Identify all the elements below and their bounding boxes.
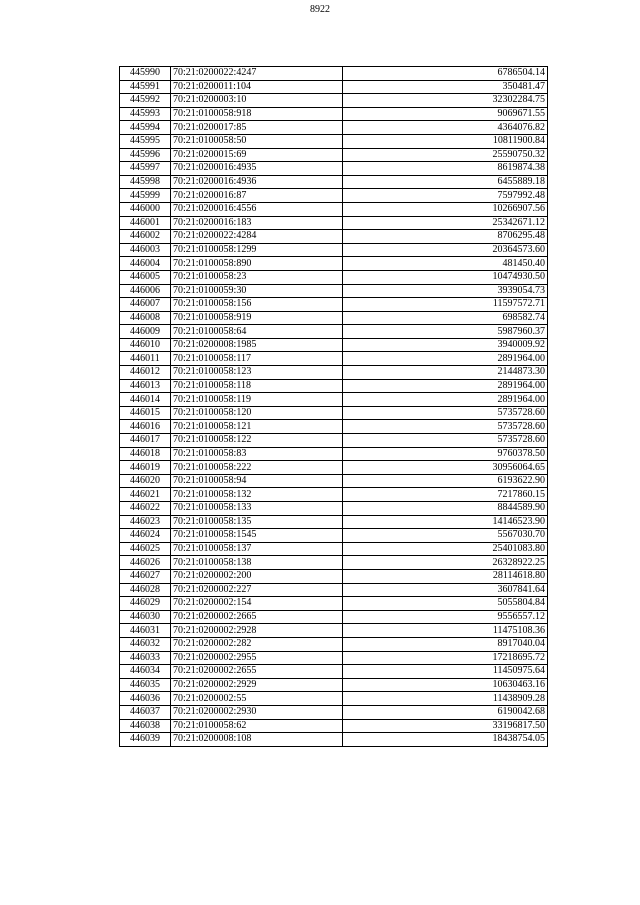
cadastral-number-cell: 70:21:0100059:30 [171, 284, 343, 298]
row-number-cell: 445996 [120, 148, 171, 162]
cadastral-value-cell: 698582.74 [343, 311, 548, 325]
cadastral-value-cell: 10811900.84 [343, 134, 548, 148]
cadastral-value-cell: 25401083.80 [343, 542, 548, 556]
table-row [120, 257, 548, 271]
row-number-cell: 446038 [120, 719, 171, 733]
cadastral-number-cell: 70:21:0200016:4936 [171, 175, 343, 189]
row-number-cell: 446019 [120, 461, 171, 475]
cadastral-value-cell: 30956064.65 [343, 461, 548, 475]
cadastral-number-cell: 70:21:0200016:183 [171, 216, 343, 230]
cadastral-number-cell: 70:21:0200002:2930 [171, 705, 343, 719]
row-number-cell: 446037 [120, 705, 171, 719]
cadastral-value-cell: 4364076.82 [343, 121, 548, 135]
cadastral-value-cell: 8844589.90 [343, 502, 548, 516]
cadastral-value-cell: 3939054.73 [343, 284, 548, 298]
cadastral-value-cell: 5567030.70 [343, 529, 548, 543]
row-number-cell: 445991 [120, 80, 171, 94]
cadastral-number-cell: 70:21:0200002:227 [171, 583, 343, 597]
cadastral-value-cell: 17218695.72 [343, 651, 548, 665]
cadastral-number-cell: 70:21:0100058:135 [171, 515, 343, 529]
row-number-cell: 446013 [120, 379, 171, 393]
cadastral-number-cell: 70:21:0100058:64 [171, 325, 343, 339]
cadastral-value-cell: 7597992.48 [343, 189, 548, 203]
table-row [120, 94, 548, 108]
row-number-cell: 446032 [120, 637, 171, 651]
cadastral-number-cell: 70:21:0100058:137 [171, 542, 343, 556]
cadastral-value-cell: 481450.40 [343, 257, 548, 271]
cadastral-value-cell: 5735728.60 [343, 420, 548, 434]
cadastral-number-cell: 70:21:0200016:4935 [171, 162, 343, 176]
cadastral-number-cell: 70:21:0200002:200 [171, 569, 343, 583]
cadastral-number-cell: 70:21:0100058:50 [171, 134, 343, 148]
cadastral-number-cell: 70:21:0200008:108 [171, 733, 343, 747]
cadastral-number-cell: 70:21:0100058:222 [171, 461, 343, 475]
row-number-cell: 446025 [120, 542, 171, 556]
row-number-cell: 445999 [120, 189, 171, 203]
cadastral-value-cell: 9069671.55 [343, 107, 548, 121]
cadastral-number-cell: 70:21:0100058:156 [171, 298, 343, 312]
table-row [120, 637, 548, 651]
table-row [120, 175, 548, 189]
cadastral-value-cell: 10630463.16 [343, 678, 548, 692]
row-number-cell: 446023 [120, 515, 171, 529]
cadastral-number-cell: 70:21:0200016:4556 [171, 202, 343, 216]
cadastral-value-cell: 8619874.38 [343, 162, 548, 176]
cadastral-value-cell: 5055804.84 [343, 597, 548, 611]
row-number-cell: 446020 [120, 474, 171, 488]
cadastral-value-cell: 20364573.60 [343, 243, 548, 257]
row-number-cell: 446024 [120, 529, 171, 543]
row-number-cell: 446029 [120, 597, 171, 611]
table-row [120, 80, 548, 94]
table-row [120, 678, 548, 692]
cadastral-number-cell: 70:21:0100058:138 [171, 556, 343, 570]
row-number-cell: 446000 [120, 202, 171, 216]
table-row [120, 434, 548, 448]
cadastral-value-cell: 28114618.80 [343, 569, 548, 583]
row-number-cell: 446006 [120, 284, 171, 298]
table-row [120, 189, 548, 203]
row-number-cell: 446003 [120, 243, 171, 257]
cadastral-value-cell: 2144873.30 [343, 366, 548, 380]
cadastral-number-cell: 70:21:0200002:282 [171, 637, 343, 651]
row-number-cell: 446031 [120, 624, 171, 638]
table-row [120, 651, 548, 665]
table-row [120, 665, 548, 679]
row-number-cell: 446004 [120, 257, 171, 271]
table-row [120, 515, 548, 529]
row-number-cell: 446005 [120, 270, 171, 284]
cadastral-number-cell: 70:21:0100058:122 [171, 434, 343, 448]
table-row [120, 338, 548, 352]
cadastral-value-cell: 11450975.64 [343, 665, 548, 679]
table-row [120, 488, 548, 502]
row-number-cell: 445993 [120, 107, 171, 121]
table-row [120, 298, 548, 312]
cadastral-number-cell: 70:21:0100058:121 [171, 420, 343, 434]
cadastral-value-cell: 25342671.12 [343, 216, 548, 230]
table-row [120, 230, 548, 244]
table-row [120, 610, 548, 624]
cadastral-value-cell: 25590750.32 [343, 148, 548, 162]
table-row [120, 67, 548, 81]
table-row [120, 733, 548, 747]
cadastral-value-cell: 6193622.90 [343, 474, 548, 488]
row-number-cell: 445992 [120, 94, 171, 108]
row-number-cell: 445998 [120, 175, 171, 189]
cadastral-value-cell: 2891964.00 [343, 379, 548, 393]
cadastral-number-cell: 70:21:0100058:83 [171, 447, 343, 461]
cadastral-number-cell: 70:21:0200002:2928 [171, 624, 343, 638]
cadastral-number-cell: 70:21:0100058:133 [171, 502, 343, 516]
table-row [120, 311, 548, 325]
row-number-cell: 445990 [120, 67, 171, 81]
cadastral-value-cell: 26328922.25 [343, 556, 548, 570]
cadastral-value-cell: 10474930.50 [343, 270, 548, 284]
cadastral-number-cell: 70:21:0200002:2665 [171, 610, 343, 624]
cadastral-number-cell: 70:21:0200008:1985 [171, 338, 343, 352]
cadastral-number-cell: 70:21:0200002:2955 [171, 651, 343, 665]
table-row [120, 474, 548, 488]
cadastral-number-cell: 70:21:0100058:120 [171, 406, 343, 420]
table-row [120, 243, 548, 257]
cadastral-value-cell: 7217860.15 [343, 488, 548, 502]
row-number-cell: 446010 [120, 338, 171, 352]
cadastral-number-cell: 70:21:0200022:4247 [171, 67, 343, 81]
cadastral-number-cell: 70:21:0100058:132 [171, 488, 343, 502]
cadastral-value-cell: 2891964.00 [343, 352, 548, 366]
cadastral-number-cell: 70:21:0100058:117 [171, 352, 343, 366]
table-row [120, 148, 548, 162]
cadastral-number-cell: 70:21:0100058:918 [171, 107, 343, 121]
row-number-cell: 445995 [120, 134, 171, 148]
cadastral-number-cell: 70:21:0100058:94 [171, 474, 343, 488]
row-number-cell: 446021 [120, 488, 171, 502]
cadastral-number-cell: 70:21:0100058:890 [171, 257, 343, 271]
cadastral-value-cell: 6190042.68 [343, 705, 548, 719]
cadastral-value-cell: 5987960.37 [343, 325, 548, 339]
table-row [120, 719, 548, 733]
cadastral-value-cell: 8917040.04 [343, 637, 548, 651]
cadastral-value-cell: 2891964.00 [343, 393, 548, 407]
table-row [120, 379, 548, 393]
table-row [120, 216, 548, 230]
cadastral-number-cell: 70:21:0100058:1299 [171, 243, 343, 257]
table-row [120, 692, 548, 706]
cadastral-number-cell: 70:21:0100058:62 [171, 719, 343, 733]
table-row [120, 284, 548, 298]
row-number-cell: 446016 [120, 420, 171, 434]
row-number-cell: 446018 [120, 447, 171, 461]
cadastral-number-cell: 70:21:0200016:87 [171, 189, 343, 203]
cadastral-value-cell: 9556557.12 [343, 610, 548, 624]
cadastral-value-cell: 6455889.18 [343, 175, 548, 189]
cadastral-number-cell: 70:21:0200022:4284 [171, 230, 343, 244]
table-row [120, 542, 548, 556]
cadastral-number-cell: 70:21:0100058:119 [171, 393, 343, 407]
cadastral-value-table [119, 66, 548, 747]
table-row [120, 447, 548, 461]
row-number-cell: 446007 [120, 298, 171, 312]
row-number-cell: 446008 [120, 311, 171, 325]
table-row [120, 107, 548, 121]
page-number: 8922 [310, 4, 330, 15]
table-row [120, 270, 548, 284]
table-row [120, 529, 548, 543]
cadastral-value-cell: 11438909.28 [343, 692, 548, 706]
cadastral-number-cell: 70:21:0100058:23 [171, 270, 343, 284]
row-number-cell: 446002 [120, 230, 171, 244]
cadastral-value-cell: 350481.47 [343, 80, 548, 94]
cadastral-value-cell: 3607841.64 [343, 583, 548, 597]
row-number-cell: 446015 [120, 406, 171, 420]
cadastral-value-cell: 14146523.90 [343, 515, 548, 529]
table-row [120, 393, 548, 407]
row-number-cell: 446017 [120, 434, 171, 448]
cadastral-number-cell: 70:21:0100058:123 [171, 366, 343, 380]
cadastral-number-cell: 70:21:0100058:1545 [171, 529, 343, 543]
table-row [120, 325, 548, 339]
cadastral-value-cell: 33196817.50 [343, 719, 548, 733]
table-row [120, 134, 548, 148]
cadastral-number-cell: 70:21:0200002:55 [171, 692, 343, 706]
row-number-cell: 446036 [120, 692, 171, 706]
cadastral-value-cell: 8706295.48 [343, 230, 548, 244]
cadastral-number-cell: 70:21:0200002:2929 [171, 678, 343, 692]
table-row [120, 705, 548, 719]
row-number-cell: 446034 [120, 665, 171, 679]
table-row [120, 202, 548, 216]
row-number-cell: 446033 [120, 651, 171, 665]
cadastral-number-cell: 70:21:0100058:919 [171, 311, 343, 325]
table-row [120, 597, 548, 611]
row-number-cell: 446011 [120, 352, 171, 366]
table-body [120, 67, 548, 747]
cadastral-value-cell: 9760378.50 [343, 447, 548, 461]
cadastral-value-cell: 6786504.14 [343, 67, 548, 81]
cadastral-value-cell: 11597572.71 [343, 298, 548, 312]
row-number-cell: 445997 [120, 162, 171, 176]
cadastral-number-cell: 70:21:0200011:104 [171, 80, 343, 94]
cadastral-value-cell: 10266907.56 [343, 202, 548, 216]
cadastral-value-cell: 11475108.36 [343, 624, 548, 638]
table-row [120, 420, 548, 434]
row-number-cell: 446027 [120, 569, 171, 583]
table-row [120, 583, 548, 597]
row-number-cell: 446035 [120, 678, 171, 692]
table-row [120, 366, 548, 380]
cadastral-value-cell: 18438754.05 [343, 733, 548, 747]
cadastral-number-cell: 70:21:0100058:118 [171, 379, 343, 393]
cadastral-value-cell: 3940009.92 [343, 338, 548, 352]
cadastral-value-cell: 5735728.60 [343, 406, 548, 420]
row-number-cell: 446012 [120, 366, 171, 380]
cadastral-value-cell: 5735728.60 [343, 434, 548, 448]
row-number-cell: 446030 [120, 610, 171, 624]
cadastral-number-cell: 70:21:0200017:85 [171, 121, 343, 135]
row-number-cell: 446001 [120, 216, 171, 230]
cadastral-number-cell: 70:21:0200002:2655 [171, 665, 343, 679]
table-row [120, 352, 548, 366]
row-number-cell: 446028 [120, 583, 171, 597]
row-number-cell: 446009 [120, 325, 171, 339]
table-row [120, 406, 548, 420]
table-row [120, 461, 548, 475]
row-number-cell: 446039 [120, 733, 171, 747]
row-number-cell: 446014 [120, 393, 171, 407]
cadastral-number-cell: 70:21:0200002:154 [171, 597, 343, 611]
row-number-cell: 446026 [120, 556, 171, 570]
table-row [120, 569, 548, 583]
table-row [120, 556, 548, 570]
table-row [120, 502, 548, 516]
table-row [120, 121, 548, 135]
row-number-cell: 445994 [120, 121, 171, 135]
cadastral-number-cell: 70:21:0200003:10 [171, 94, 343, 108]
row-number-cell: 446022 [120, 502, 171, 516]
table-row [120, 162, 548, 176]
cadastral-value-cell: 32302284.75 [343, 94, 548, 108]
cadastral-number-cell: 70:21:0200015:69 [171, 148, 343, 162]
table-row [120, 624, 548, 638]
